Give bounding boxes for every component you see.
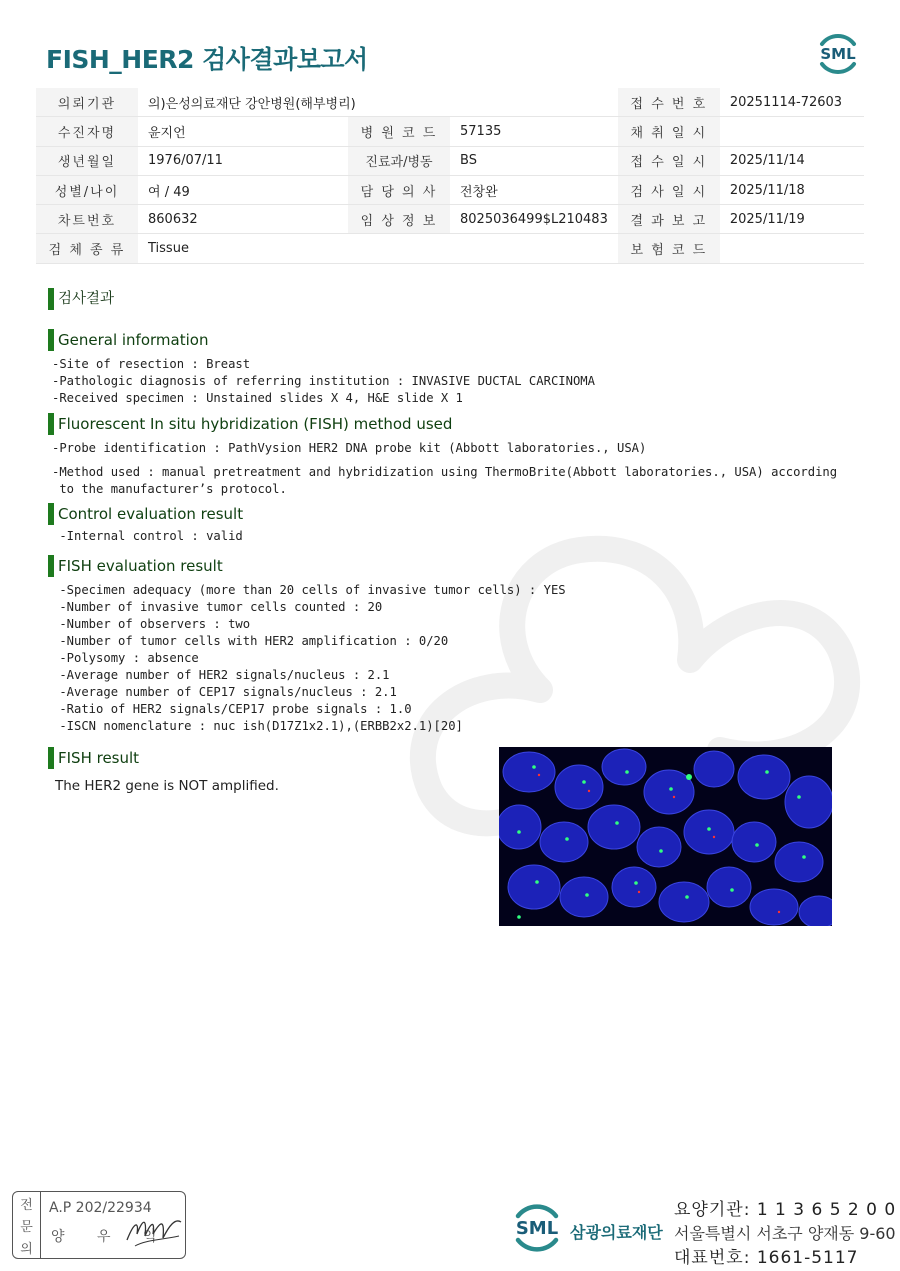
method-probe-text: -Probe identification : PathVysion HER2 DNA probe kit (Abbott laboratories., USA) — [52, 441, 647, 455]
institution-label: 의뢰기관 — [36, 88, 138, 117]
control-text: -Internal control : valid — [52, 529, 243, 543]
receipt-date-label: 접 수 일 시 — [618, 146, 720, 175]
signature-stamp — [12, 1191, 186, 1259]
insurance-label: 보 험 코 드 — [618, 234, 720, 263]
doctor-label: 담 당 의 사 — [348, 175, 450, 204]
stamp-side-char: 전 — [20, 1197, 33, 1213]
method-used-text: -Method used : manual pretreatment and hybridization using ThermoBrite(Abbott laboratories., USA) according to the manufacturer’s protocol. — [52, 465, 838, 496]
receipt-no-label: 접 수 번 호 — [618, 88, 720, 117]
general-heading: General information — [48, 329, 208, 351]
stamp-side-char: 의 — [20, 1241, 33, 1257]
footer-info — [674, 1198, 896, 1270]
result-heading: 검사결과 — [48, 288, 114, 310]
specimen-label: 검 체 종 류 — [36, 234, 138, 263]
sex-age-value: 여 / 49 — [138, 175, 348, 204]
fish-result-text: The HER2 gene is NOT amplified. — [55, 778, 279, 794]
birth-label: 생년월일 — [36, 146, 138, 175]
svg-text:SML: SML — [820, 45, 856, 63]
patient-info-table — [36, 88, 864, 264]
report-title: FISH_HER2 검사결과보고서 — [46, 45, 368, 74]
fish-microscopy-image — [499, 747, 832, 926]
patient-value: 윤지언 — [138, 117, 348, 146]
handwritten-signature — [125, 1210, 185, 1250]
test-date-label: 검 사 일 시 — [618, 175, 720, 204]
hosp-code-label: 병 원 코 드 — [348, 117, 450, 146]
sml-logo — [814, 30, 862, 76]
report-date-value: 2025/11/19 — [720, 205, 864, 234]
control-heading: Control evaluation result — [48, 503, 243, 525]
chart-label: 차트번호 — [36, 205, 138, 234]
general-text: -Site of resection : Breast -Pathologic diagnosis of referring institution : INVASIVE DUCTAL CARCINOMA -Received specimen : Unstained slides X 4, H&E slide X 1 — [52, 357, 595, 405]
doctor-value: 전창완 — [450, 175, 618, 204]
dept-value: BS — [450, 146, 618, 175]
evaluation-text: -Specimen adequacy (more than 20 cells of invasive tumor cells) : YES -Number of invasive tumor cells counted : 20 -Number of observers : two -Number of tumor cells with HER2 amplification : 0/20 -Polysomy : absence -Average number of HER2 signals/nucleus : 2.1 -Average number of CEP17 signals/nucleus : 2.1 -Ratio of HER2 signals/CEP17 probe signals : 1.0 -ISCN nomenclature : nuc ish(D17Z1x2.1),(ERBB2x2.1)[20] — [59, 583, 566, 733]
stamp-side-char: 문 — [20, 1219, 33, 1235]
specimen-value: Tissue — [138, 234, 618, 263]
collect-date-value — [720, 117, 864, 146]
clinical-label: 임 상 정 보 — [348, 205, 450, 234]
hosp-code-value: 57135 — [450, 117, 618, 146]
test-date-value: 2025/11/18 — [720, 175, 864, 204]
institution-value: 의)은성의료재단 강안병원(해부병리) — [138, 88, 618, 117]
report-date-label: 결 과 보 고 — [618, 205, 720, 234]
svg-text:SML: SML — [515, 1218, 559, 1239]
stamp-license-no: A.P 202/22934 — [49, 1200, 152, 1216]
footer-institution-code: 요양기관: 1 1 3 6 5 2 0 0 — [674, 1200, 897, 1220]
footer-phone: 대표번호: 1661-5117 — [674, 1248, 859, 1268]
collect-date-label: 채 취 일 시 — [618, 117, 720, 146]
dept-label: 진료과/병동 — [348, 146, 450, 175]
receipt-no-value: 20251114-72603 — [720, 88, 864, 117]
stamp-side-label — [13, 1192, 41, 1258]
clinical-value: 8025036499$L210483 — [450, 205, 618, 234]
receipt-date-value: 2025/11/14 — [720, 146, 864, 175]
evaluation-heading: FISH evaluation result — [48, 555, 223, 577]
sex-age-label: 성별/나이 — [36, 175, 138, 204]
chart-value: 860632 — [138, 205, 348, 234]
stamp-doctor-name: 양 우 익 — [51, 1229, 171, 1245]
method-heading: Fluorescent In situ hybridization (FISH) method used — [48, 413, 452, 435]
insurance-value — [720, 234, 864, 263]
patient-label: 수진자명 — [36, 117, 138, 146]
birth-value: 1976/07/11 — [138, 146, 348, 175]
footer-org-name: 삼광의료재단 — [570, 1223, 663, 1242]
footer-address: 서울특별시 서초구 양재동 9-60 — [674, 1224, 896, 1243]
fish-result-heading: FISH result — [48, 747, 139, 769]
sml-footer-logo — [508, 1198, 566, 1256]
